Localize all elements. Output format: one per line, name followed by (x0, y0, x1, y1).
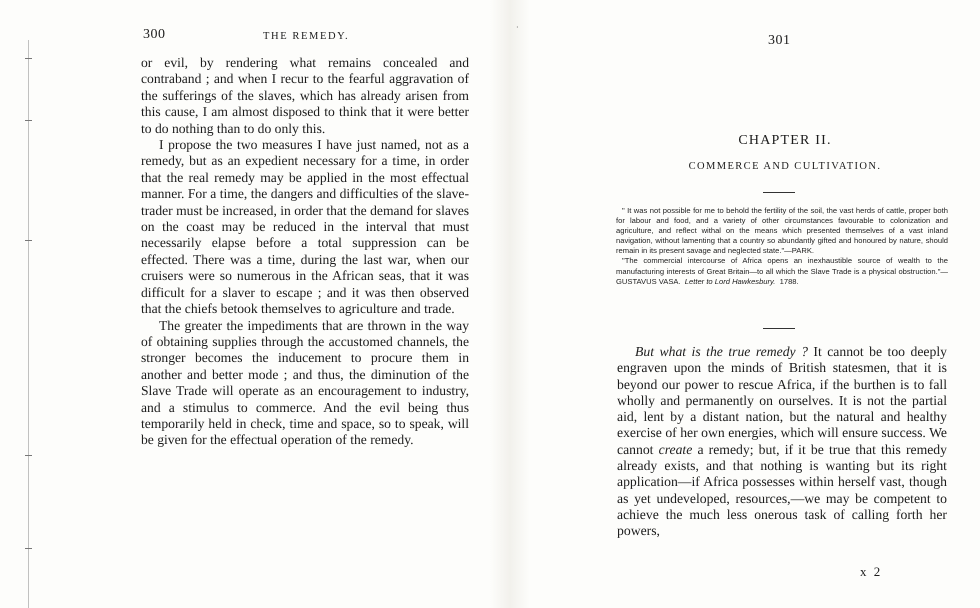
paragraph (617, 344, 947, 540)
margin-tick (25, 455, 32, 456)
left-margin-rule (28, 40, 29, 608)
paragraph: The greater the impediments that are thrown in the way of obtaining supplies through the accustomed channels, the stronger becomes the inducement to procure them in another and better mode ; and thus, the diminution of the Slave Trade will operate as an encouragement to industry, and a stimulus to commerce. And the evil being thus temporarily held in check, time and space, so to speak, will be given for the effectual operation of the remedy. (141, 317, 469, 448)
page-number: 300 (143, 27, 166, 42)
section-rule (763, 192, 795, 193)
section-rule (763, 328, 795, 329)
epigraph-quote-vasa (616, 256, 948, 286)
chapter-subtitle: COMMERCE AND CULTIVATION. (688, 161, 882, 172)
epigraph-year: 1788. (779, 276, 799, 286)
emphasized-word: create (658, 441, 693, 457)
margin-tick (25, 58, 32, 59)
paragraph-text: It cannot be too deeply engraven upon the minds of British statesmen, that it is beyond our power to rescue Africa, if the burthen is to fall wholly and permanently on ourselves. It is not the partial aid, lent by a distant nation, but the natural and healthy exercise of her own energies, which will ensure success. We cannot (617, 344, 947, 457)
paragraph: I propose the two measures I have just named, not as a remedy, but as an expedient necessary for a time, in order that the real remedy may be applied in the most effectual manner. For a time, the dangers and difficulties of the slave-trader must be increased, in order that the demand for slaves on the coast may be reduced in the interval that must necessarily elapse before a total suppression can be effected. There was a time, during the last war, when our cruisers were so numerous in the African seas, that it was difficult for a slaver to escape ; and it was then observed that the chiefs betook themselves to agriculture and trade. (141, 137, 470, 317)
margin-tick (25, 120, 32, 121)
margin-tick (25, 548, 32, 549)
epigraph-quote-text: "The commercial intercourse of Africa opens an inexhaustible source of wealth to the manufacturing interests of Great Britain—to all which the Slave Trade is a physical obstruction."—GUSTAVUS VASA. (616, 256, 948, 286)
epigraph-citation: Letter to Lord Hawkesbury. (684, 276, 776, 286)
paragraph: or evil, by rendering what remains concealed and contraband ; and when I recur to the fearful aggravation of the sufferings of the slaves, which has already arisen from this cause, I am almost disposed to think that it were better to do nothing than to do only this. (141, 55, 469, 136)
paragraph-text: a remedy; but, if it be true that this remedy already exists, and that nothing is wanting but its right application—if Africa possesses within herself vast, though as yet undeveloped, resources,—we may be competent to achieve the much less onerous task of calling forth her powers, (617, 441, 947, 539)
left-page-body (141, 55, 469, 449)
margin-tick (25, 240, 32, 241)
epigraph (616, 206, 948, 287)
page-number: 301 (768, 33, 791, 48)
chapter-title: CHAPTER II. (738, 133, 832, 148)
opening-question: But what is the true remedy ? (635, 344, 808, 359)
printer-signature-mark: x 2 (860, 564, 883, 579)
right-page-body (617, 344, 947, 540)
epigraph-quote-park: " It was not possible for me to behold the fertility of the soil, the vast herds of cattle, proper both for labour and food, and a variety of other circumstances favourable to colonization and agriculture, and reflect withal on the means which presented themselves of a vast inland navigation, without lamenting that a country so abundantly gifted and honoured by nature, should remain in its present savage and neglected state."—PARK. (616, 206, 948, 256)
running-head: THE REMEDY. (263, 31, 350, 42)
scan-speck: · (516, 23, 519, 32)
right-page (520, 0, 980, 608)
